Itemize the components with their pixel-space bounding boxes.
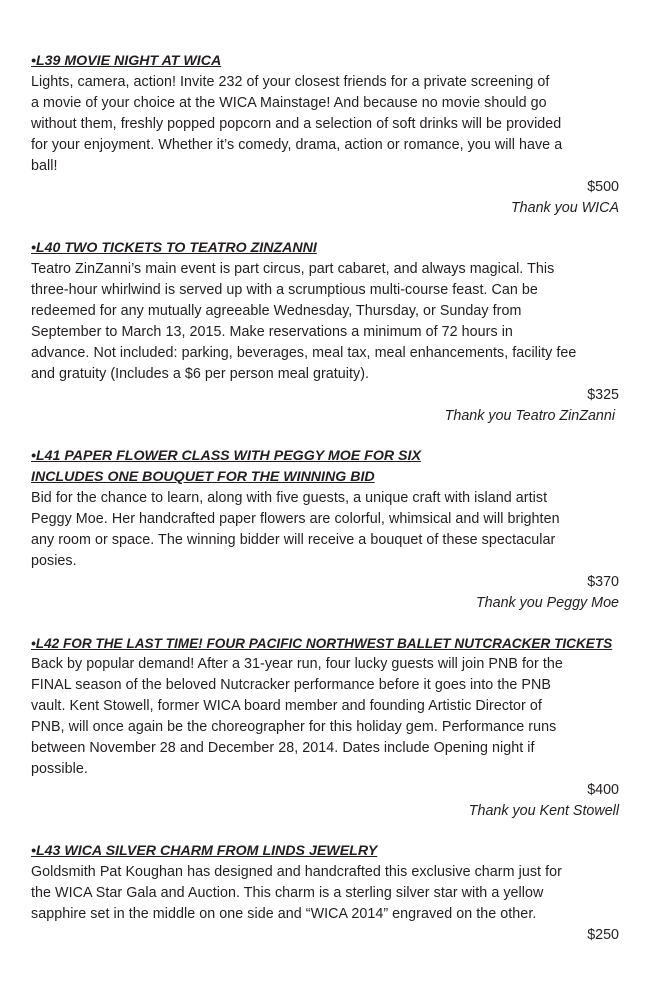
item-price: $500 — [587, 179, 619, 195]
item-title: •L39 MOVIE NIGHT AT WICA — [31, 53, 222, 69]
item-price: $370 — [587, 574, 619, 590]
item-title: •L40 TWO TICKETS TO TEATRO ZINZANNI — [31, 240, 317, 256]
item-description: Teatro ZinZanni’s main event is part circus, part cabaret, and always magical. This three-hour whirlwind is served up with a scrumptious multi-course feast. Can be redeemed for any mutually agreeable Wednesday, Thursday, or Sunday from September to March 13, 2015. Make reservations a minimum of 72 hours in advance. Not included: parking, beverages, meal tax, meal enhancements, facility fee and gratuity (Includes a $6 per person meal gratuity). — [31, 261, 577, 382]
item-donor-thanks: Thank you Kent Stowell — [468, 803, 619, 819]
item-donor-thanks: Thank you Teatro ZinZanni — [444, 408, 615, 424]
item-price: $250 — [587, 927, 619, 943]
auction-item-l41 — [31, 446, 621, 614]
item-donor-thanks: Thank you Peggy Moe — [475, 595, 619, 611]
auction-item-l40 — [31, 238, 621, 427]
item-donor-thanks: Thank you WICA — [510, 200, 619, 216]
item-price: $325 — [587, 387, 619, 403]
auction-catalog-page — [31, 51, 621, 965]
item-subtitle: INCLUDES ONE BOUQUET FOR THE WINNING BID — [31, 469, 375, 485]
item-price: $400 — [587, 782, 619, 798]
item-description: Goldsmith Pat Koughan has designed and handcrafted this exclusive charm just for the WICA Star Gala and Auction. This charm is a sterling silver star with a yellow sapphire set in the middle on one side and “WICA 2014” engraved on the other. — [31, 864, 562, 922]
auction-item-l42 — [31, 633, 621, 822]
auction-item-l39 — [31, 51, 621, 219]
item-description: Back by popular demand! After a 31-year run, four lucky guests will join PNB for the FINAL season of the beloved Nutcracker performance before it goes into the PNB vault. Kent Stowell, former WICA board member and founding Artistic Director of PNB, will once again be the choreographer for this holiday gem. Performance runs between November 28 and December 28, 2014. Dates include Opening night if possible. — [31, 656, 563, 777]
item-title: •L43 WICA SILVER CHARM FROM LINDS JEWELRY — [31, 843, 378, 859]
item-title: •L41 PAPER FLOWER CLASS WITH PEGGY MOE FOR SIX — [31, 448, 421, 464]
item-title: •L42 FOR THE LAST TIME! FOUR PACIFIC NORTHWEST BALLET NUTCRACKER TICKETS — [31, 636, 613, 651]
item-description: Lights, camera, action! Invite 232 of your closest friends for a private screening of a movie of your choice at the WICA Mainstage! And because no movie should go without them, freshly popped popcorn and a selection of soft drinks will be provided for your enjoyment. Whether it’s comedy, drama, action or romance, you will have a ball! — [31, 74, 563, 174]
item-description: Bid for the chance to learn, along with five guests, a unique craft with island artist Peggy Moe. Her handcrafted paper flowers are colorful, whimsical and will brighten any room or space. The winning bidder will receive a bouquet of these spectacular posies. — [31, 490, 560, 569]
auction-item-l43 — [31, 841, 621, 946]
